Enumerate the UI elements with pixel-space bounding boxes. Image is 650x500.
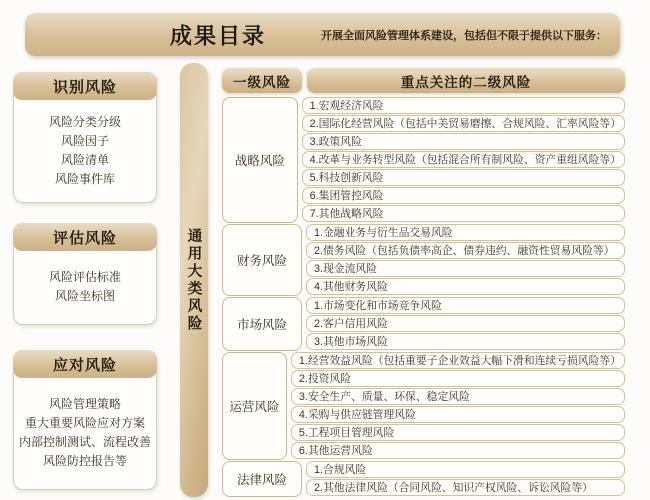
- sidebar-item: 风险坐标图: [54, 289, 115, 303]
- sidebar-item: 风险清单: [60, 152, 109, 167]
- risk-group: [222, 97, 625, 223]
- risk-item-cell: 5.科技创新风险: [302, 169, 625, 186]
- sidebar-card-title: 评估风险: [13, 223, 157, 251]
- sidebar-item: 风险防控报告等: [42, 454, 127, 468]
- risk-table-header: [222, 68, 625, 93]
- page-subtitle: 开展全面风险管理体系建设，包括但不限于提供以下服务：: [321, 29, 607, 42]
- risk-group: [222, 352, 625, 460]
- sidebar-item: 风险管理策略: [48, 397, 121, 411]
- column-header-level1-risk: 一级风险: [222, 68, 302, 93]
- column-header-level2-risk: 重点关注的二级风险: [307, 68, 625, 93]
- sidebar-item: 风险评估标准: [48, 270, 121, 284]
- risk-item-cell: 4.其他财务风险: [306, 278, 625, 295]
- risk-items-column: [306, 224, 625, 296]
- risk-item-cell: 5.工程项目管理风险: [291, 424, 625, 441]
- risk-item-cell: 7.其他战略风险: [302, 205, 625, 222]
- risk-item-cell: 3.政策风险: [302, 133, 625, 150]
- sidebar-card-body: [14, 100, 156, 201]
- risk-category-cell: 市场风险: [222, 297, 302, 351]
- results-header-bar: [25, 13, 620, 56]
- risk-category-cell: 运营风险: [222, 352, 287, 460]
- risk-group: [222, 461, 625, 497]
- sidebar-item: 重大重要风险应对方案: [24, 416, 145, 430]
- risk-table-body: [222, 97, 625, 497]
- risk-item-cell: 3.现金流风险: [306, 260, 625, 277]
- sidebar-item: 风险事件库: [54, 171, 115, 186]
- page-title: 成果目录: [170, 23, 267, 48]
- risk-item-cell: 1.合规风险: [306, 461, 625, 478]
- sidebar-card-title: 应对风险: [13, 350, 157, 378]
- risk-item-cell: 1.宏观经济风险: [302, 97, 625, 114]
- sidebar-item: 风险因子: [60, 133, 109, 148]
- risk-item-cell: 2.客户信用风险: [306, 315, 625, 332]
- sidebar-card-identify-risk: [13, 72, 157, 203]
- risk-category-cell: 法律风险: [222, 461, 302, 497]
- risk-item-cell: 2.国际化经营风险（包括中美贸易磨擦、合规风险、汇率风险等）: [302, 115, 625, 132]
- general-risk-category-label: 通用大类风险: [185, 227, 202, 333]
- risk-item-cell: 1.金融业务与衍生品交易风险: [306, 224, 625, 241]
- risk-item-cell: 2.债务风险（包括负债率高企、债券违约、融资性贸易风险等）: [306, 242, 625, 259]
- general-risk-category-bar: [180, 63, 208, 497]
- risk-category-cell: 战略风险: [222, 97, 298, 223]
- sidebar-card-body: [14, 251, 156, 323]
- risk-item-cell: 3.其他市场风险: [306, 333, 625, 350]
- risk-item-cell: 1.市场变化和市场竞争风险: [306, 297, 625, 314]
- risk-items-column: [306, 297, 625, 351]
- risk-item-cell: 2.其他法律风险（合同风险、知识产权风险、诉讼风险等）: [306, 479, 625, 496]
- sidebar-card-assess-risk: [13, 223, 157, 325]
- risk-item-cell: 3.安全生产、质量、环保、稳定风险: [291, 388, 625, 405]
- risk-item-cell: 4.改革与业务转型风险（包括混合所有制风险、资产重组风险等）: [302, 151, 625, 168]
- risk-group: [222, 224, 625, 296]
- risk-item-cell: 2.投资风险: [291, 370, 625, 387]
- sidebar-card-respond-risk: [13, 350, 157, 490]
- risk-item-cell: 1.经营效益风险（包括重要子企业效益大幅下滑和连续亏损风险等）: [291, 352, 625, 369]
- sidebar-item: 风险分类分级: [48, 114, 121, 129]
- risk-items-column: [306, 461, 625, 497]
- sidebar-card-title: 识别风险: [13, 72, 157, 100]
- risk-item-cell: 6.其他运营风险: [291, 442, 625, 459]
- risk-items-column: [302, 97, 625, 223]
- sidebar-card-body: [14, 378, 156, 488]
- risk-group: [222, 297, 625, 351]
- risk-table: [222, 68, 625, 498]
- risk-item-cell: 6.集团管控风险: [302, 187, 625, 204]
- risk-items-column: [291, 352, 625, 460]
- sidebar-item: 内部控制测试、流程改善: [18, 435, 151, 449]
- risk-item-cell: 4.采购与供应链管理风险: [291, 406, 625, 423]
- risk-category-cell: 财务风险: [222, 224, 302, 296]
